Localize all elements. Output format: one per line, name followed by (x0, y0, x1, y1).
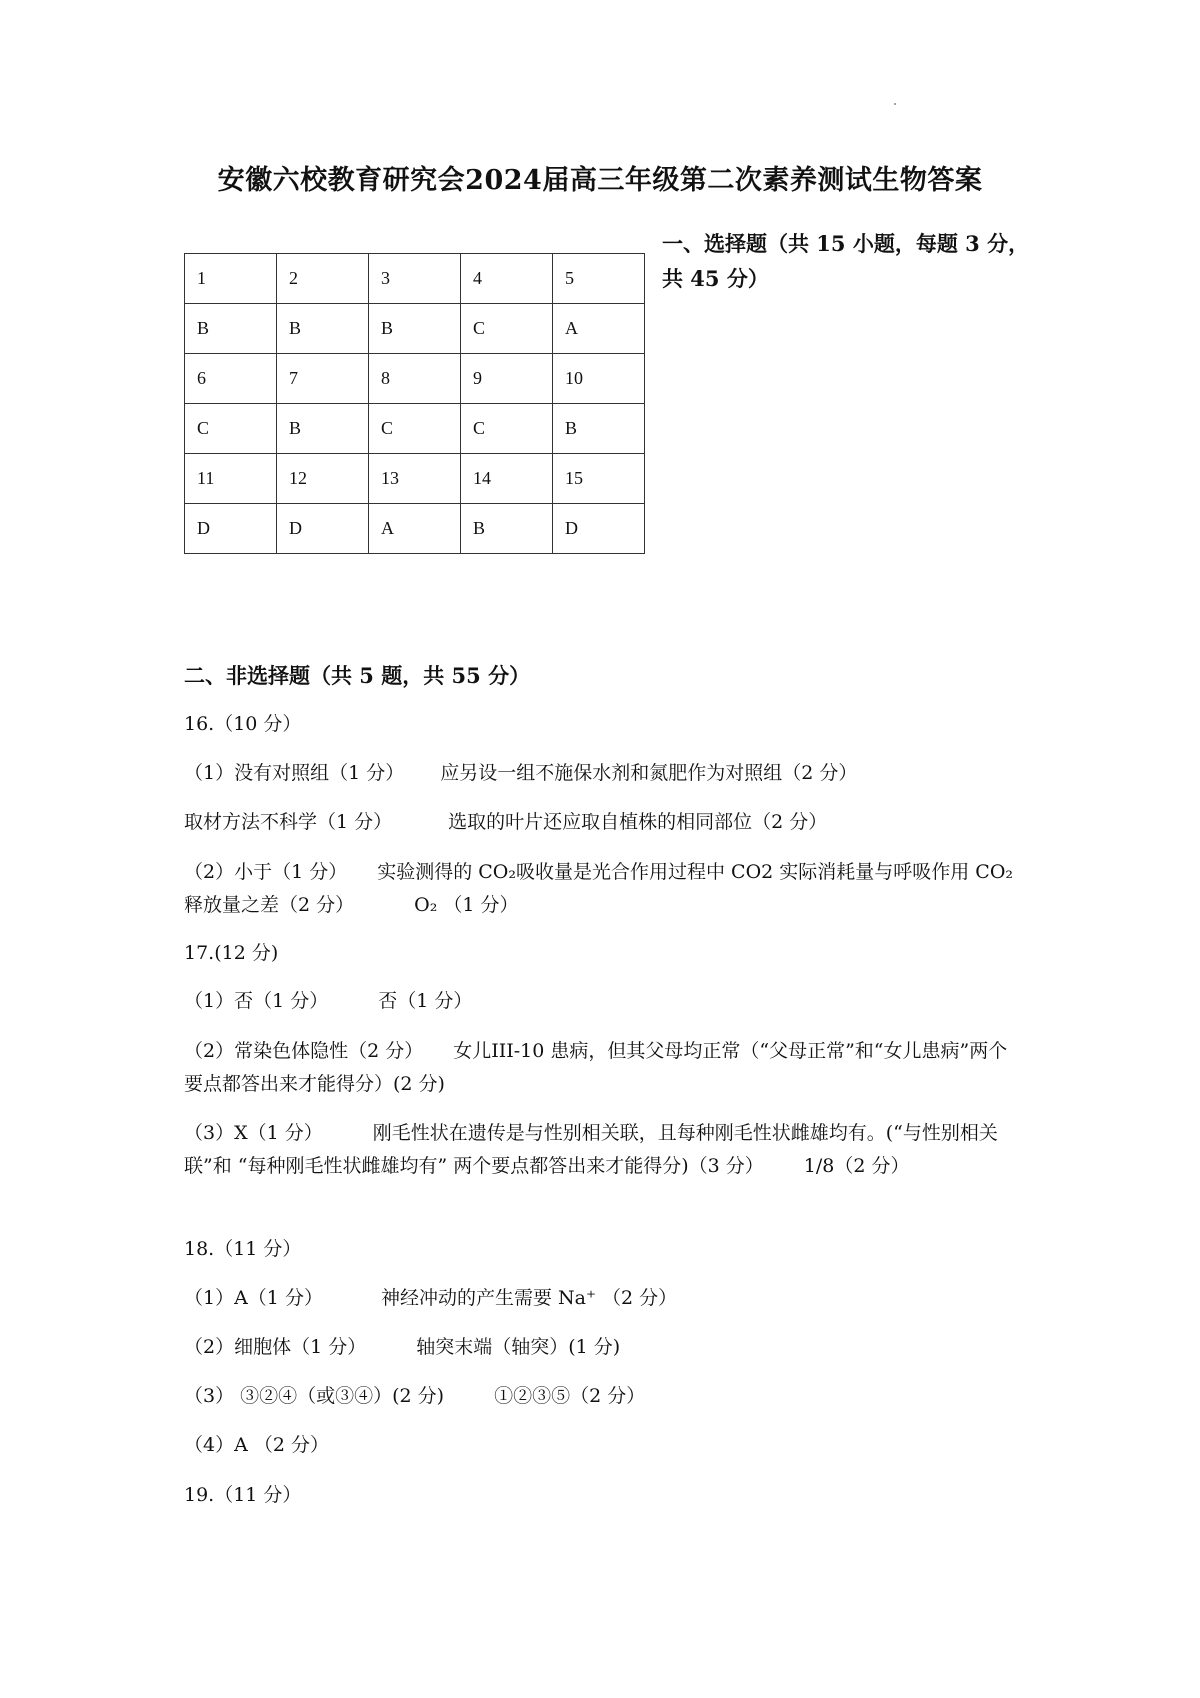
section2-heading: 二、非选择题（共 5 题，共 55 分） (184, 663, 531, 688)
q18-line1-part1: （1）A（1 分） (184, 1287, 323, 1309)
q18-line4: （4）A （2 分） (184, 1434, 329, 1456)
question-number-cell: 10 (553, 354, 645, 404)
scan-speck (894, 103, 896, 105)
answer-table-row (185, 454, 645, 504)
q17-header: 17.(12 分) (184, 942, 279, 964)
answer-table-row (185, 354, 645, 404)
q17-line3-part3: 1/8（2 分） (803, 1155, 910, 1177)
q19-header: 19.（11 分） (184, 1484, 302, 1506)
q16-line3-part1: （2）小于（1 分） (184, 861, 348, 883)
answer-cell: B (277, 404, 369, 454)
answer-cell: D (553, 504, 645, 554)
answer-table (184, 253, 645, 554)
answer-cell: B (553, 404, 645, 454)
q16-line2-part1: 取材方法不科学（1 分） (184, 811, 393, 833)
answer-cell: A (369, 504, 461, 554)
answer-cell: A (553, 304, 645, 354)
q16-header: 16.（10 分） (184, 713, 302, 735)
q18-line1 (184, 1282, 1034, 1315)
answer-cell: B (185, 304, 277, 354)
answer-cell: B (461, 504, 553, 554)
answer-cell: B (369, 304, 461, 354)
q17-line1-part2: 否（1 分） (378, 990, 473, 1012)
q17-line3 (184, 1117, 1024, 1183)
answer-table-row (185, 504, 645, 554)
q18-line3-part2: ①②③⑤（2 分） (494, 1385, 646, 1407)
answer-cell: C (369, 404, 461, 454)
q16-line3-part3: O₂ （1 分） (414, 894, 519, 916)
answer-cell: C (185, 404, 277, 454)
question-number-cell: 8 (369, 354, 461, 404)
q16-line1 (184, 757, 1034, 790)
q16-line3-part2: 实验测得的 CO₂吸收量是光合作用过程中 CO2 实际消耗量与呼吸作用 CO₂释放量之差（2 分） (184, 861, 1014, 916)
q16-line3 (184, 856, 1024, 922)
question-number-cell: 9 (461, 354, 553, 404)
answer-cell: C (461, 404, 553, 454)
section1-heading: 一、选择题（共 15 小题，每题 3 分，共 45 分） (662, 231, 1030, 291)
q17-line2-part2: 女儿III-10 患病，但其父母均正常（“父母正常”和“女儿患病”两个要点都答出来才能得分）(2 分) (184, 1040, 1008, 1095)
question-number-cell: 14 (461, 454, 553, 504)
question-number-cell: 15 (553, 454, 645, 504)
answer-table-row (185, 404, 645, 454)
question-number-cell: 2 (277, 254, 369, 304)
q17-line3-part1: （3）X（1 分） (184, 1122, 323, 1144)
answer-cell: C (461, 304, 553, 354)
q16-line2 (184, 806, 1034, 839)
q17-line1-part1: （1）否（1 分） (184, 990, 329, 1012)
question-number-cell: 4 (461, 254, 553, 304)
question-number-cell: 7 (277, 354, 369, 404)
q18-line3 (184, 1380, 1034, 1413)
q16-line1-part1: （1）没有对照组（1 分） (184, 762, 405, 784)
answer-cell: B (277, 304, 369, 354)
question-number-cell: 5 (553, 254, 645, 304)
answer-table-row (185, 304, 645, 354)
q18-line2 (184, 1331, 1034, 1364)
question-number-cell: 3 (369, 254, 461, 304)
q18-line2-part2: 轴突末端（轴突）(1 分) (416, 1336, 621, 1358)
question-number-cell: 12 (277, 454, 369, 504)
answer-cell: D (277, 504, 369, 554)
question-number-cell: 1 (185, 254, 277, 304)
answer-table-row (185, 254, 645, 304)
question-number-cell: 6 (185, 354, 277, 404)
q18-header: 18.（11 分） (184, 1238, 302, 1260)
q18-line1-part2: 神经冲动的产生需要 Na⁺ （2 分） (380, 1287, 678, 1309)
q17-line2-part1: （2）常染色体隐性（2 分） (184, 1040, 424, 1062)
q18-line3-part1: （3） ③②④（或③④）(2 分) (184, 1385, 445, 1407)
question-number-cell: 13 (369, 454, 461, 504)
answer-cell: D (185, 504, 277, 554)
q17-line3-part2: 刚毛性状在遗传是与性别相关联，且每种刚毛性状雌雄均有。(“与性别相关联”和 “每种刚毛性状雌雄均有” 两个要点都答出来才能得分)（3 分） (184, 1122, 998, 1177)
q17-line1 (184, 985, 1034, 1018)
q16-line1-part2: 应另设一组不施保水剂和氮肥作为对照组（2 分） (440, 762, 858, 784)
q17-line2 (184, 1035, 1024, 1101)
q16-line2-part2: 选取的叶片还应取自植株的相同部位（2 分） (448, 811, 828, 833)
question-number-cell: 11 (185, 454, 277, 504)
page-title: 安徽六校教育研究会2024届高三年级第二次素养测试生物答案 (217, 165, 983, 196)
q18-line2-part1: （2）细胞体（1 分） (184, 1336, 367, 1358)
